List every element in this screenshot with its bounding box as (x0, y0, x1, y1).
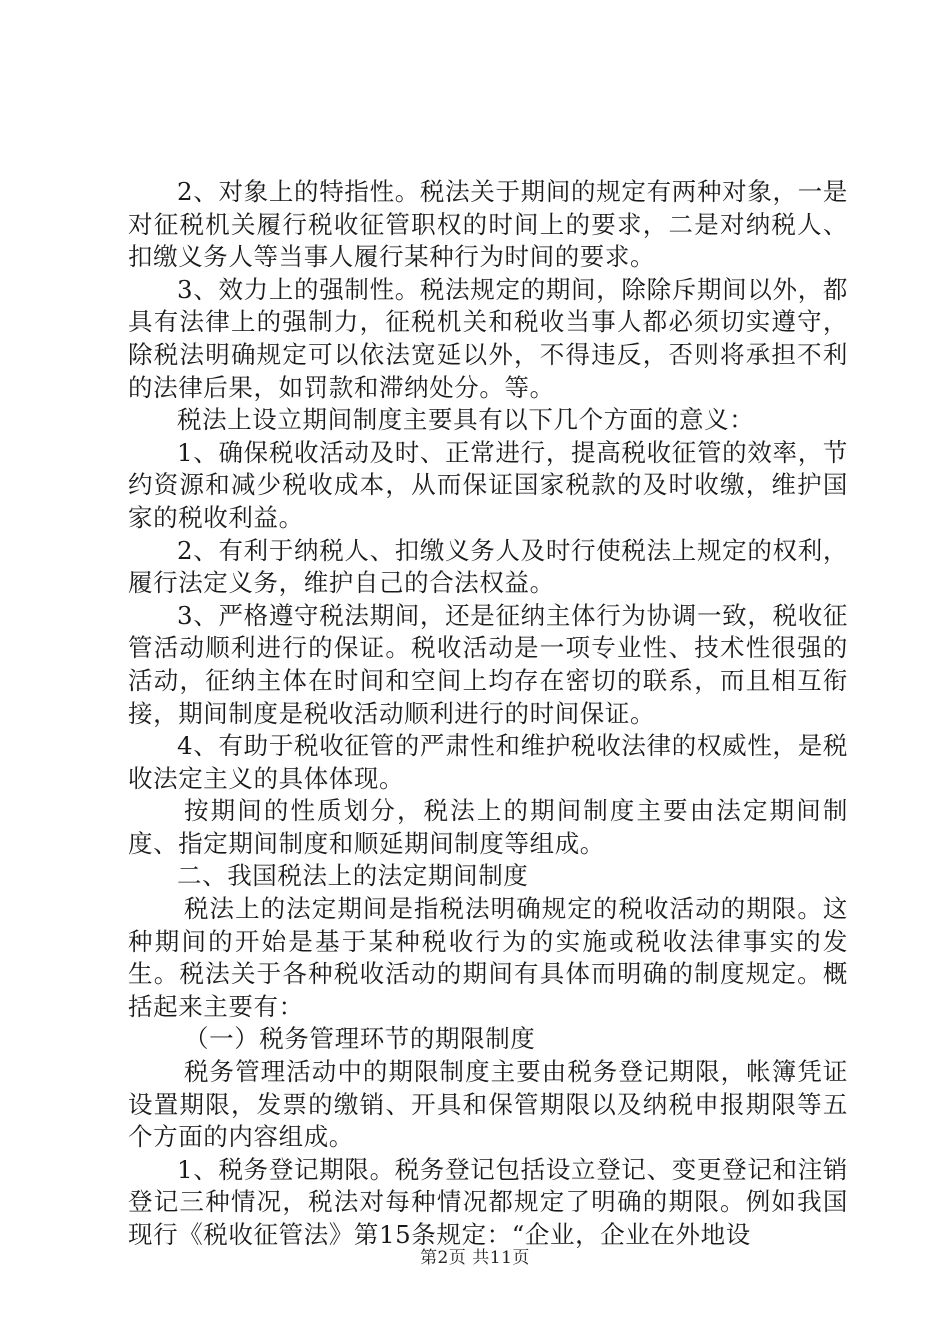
paragraph: 按期间的性质划分，税法上的期间制度主要由法定期间制度、指定期间制度和顺延期间制度等组成。 (128, 796, 848, 858)
document-body (128, 176, 848, 1252)
paragraph: 税务管理活动中的期限制度主要由税务登记期限，帐簿凭证设置期限，发票的缴销、开具和保管期限以及纳税申报期限等五个方面的内容组成。 (128, 1057, 848, 1152)
paragraph: 3、效力上的强制性。税法规定的期间，除除斥期间以外，都具有法律上的强制力，征税机关和税收当事人都必须切实遵守，除税法明确规定可以依法宽延以外，不得违反，否则将承担不利的法律后果，如罚款和滞纳处分。等。 (128, 274, 848, 402)
paragraph: 4、有助于税收征管的严肃性和维护税收法律的权威性，是税收法定主义的具体体现。 (128, 731, 848, 793)
subsection-heading: （一）税务管理环节的期限制度 (184, 1024, 536, 1054)
paragraph: 2、对象上的特指性。税法关于期间的规定有两种对象，一是对征税机关履行税收征管职权的时间上的要求，二是对纳税人、扣缴义务人等当事人履行某种行为时间的要求。 (128, 177, 848, 272)
paragraph: 1、确保税收活动及时、正常进行，提高税收征管的效率，节约资源和减少税收成本，从而保证国家税款的及时收缴，维护国家的税收利益。 (128, 437, 848, 532)
paragraph: 2、有利于纳税人、扣缴义务人及时行使税法上规定的权利，履行法定义务，维护自己的合法权益。 (128, 535, 848, 598)
paragraph: 3、严格遵守税法期间，还是征纳主体行为协调一致，税收征管活动顺利进行的保证。税收活动是一项专业性、技术性很强的活动，征纳主体在时间和空间上均存在密切的联系，而且相互衔接，期间制度是税收活动顺利进行的时间保证。 (128, 600, 848, 728)
paragraph: 税法上的法定期间是指税法明确规定的税收活动的期限。这种期间的开始是基于某种税收行为的实施或税收法律事实的发生。税法关于各种税收活动的期间有具体而明确的制度规定。概括起来主要有： (128, 894, 848, 1021)
paragraph: 1、税务登记期限。税务登记包括设立登记、变更登记和注销登记三种情况，税法对每种情况都规定了明确的期限。例如我国现行《税收征管法》第15条规定：“企业，企业在外地设 (128, 1154, 848, 1249)
page-number-footer: 第2页 共11页 (420, 1248, 530, 1268)
paragraph: 税法上设立期间制度主要具有以下几个方面的意义： (177, 405, 755, 435)
section-heading: 二、我国税法上的法定期间制度 (177, 861, 529, 891)
